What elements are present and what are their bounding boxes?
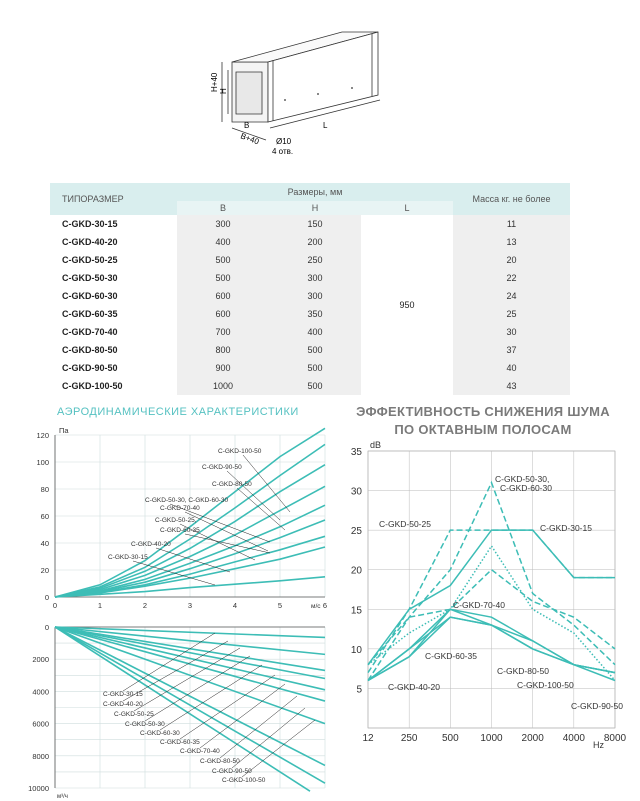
series-label: C-GKD-70-40 xyxy=(180,748,220,755)
row-name: C-GKD-50-25 xyxy=(62,255,118,265)
col-h-header: H xyxy=(269,201,361,215)
x-tick-label: 2000 xyxy=(521,733,544,744)
series-label: C-GKD-60-35 xyxy=(425,651,477,661)
series-label: C-GKD-30-15 xyxy=(103,691,143,698)
table-row xyxy=(50,215,570,233)
label-b: B xyxy=(244,121,250,130)
table-row xyxy=(50,377,570,395)
series-label: C-GKD-30-15 xyxy=(108,554,148,561)
label-hole: Ø10 xyxy=(276,137,292,146)
row-l: 950 xyxy=(361,215,453,395)
table-row xyxy=(50,305,570,323)
row-name: C-GKD-70-40 xyxy=(62,327,118,337)
series-label: C-GKD-60-35 xyxy=(160,527,200,534)
series-label: C-GKD-60-35 xyxy=(160,739,200,746)
series-label: C-GKD-40-20 xyxy=(131,541,171,548)
table-row xyxy=(50,323,570,341)
series-label: C-GKD-90-50 xyxy=(571,701,623,711)
row-mass: 13 xyxy=(453,233,570,251)
series-label: C-GKD-30-15 xyxy=(540,523,592,533)
row-mass: 22 xyxy=(453,269,570,287)
y-tick-label: 60 xyxy=(40,512,49,521)
x-tick-label: 0 xyxy=(52,601,58,610)
row-h: 500 xyxy=(269,359,361,377)
series-label: C-GKD-60-30 xyxy=(140,730,180,737)
x-tick-label: 5 xyxy=(277,601,283,610)
silencer-drawing xyxy=(0,0,640,170)
series-label: C-GKD-60-30 xyxy=(500,483,552,493)
row-h: 500 xyxy=(269,377,361,395)
label-holes: 4 отв. xyxy=(272,147,294,156)
series-label: C-GKD-50-25, xyxy=(155,517,197,524)
series-label: C-GKD-40-20 xyxy=(103,701,143,708)
row-h: 300 xyxy=(269,269,361,287)
x-tick-label: 500 xyxy=(441,733,459,744)
x-tick-label: 4 xyxy=(232,601,238,610)
col-mass-header: Масса кг. не более xyxy=(453,183,570,215)
x-axis-label: Hz xyxy=(593,740,604,750)
series-label: C-GKD-50-30 xyxy=(125,721,165,728)
series-label: C-GKD-100-50 xyxy=(218,448,262,455)
x-tick-label: 8000 xyxy=(603,733,627,744)
row-name: C-GKD-30-15 xyxy=(62,219,118,229)
row-name: C-GKD-60-30 xyxy=(62,291,118,301)
y-tick-label: 0 xyxy=(44,623,49,632)
y-tick-label: 2000 xyxy=(32,655,49,665)
x-tick-label: 1000 xyxy=(480,733,503,744)
x-tick-label: 1 xyxy=(97,601,103,610)
noise-title-line-1: ЭФФЕКТИВНОСТЬ СНИЖЕНИЯ ШУМА xyxy=(356,404,610,419)
row-h: 250 xyxy=(269,251,361,269)
y-tick-label: 40 xyxy=(40,539,49,548)
noise-chart xyxy=(335,435,640,801)
table-row xyxy=(50,341,570,359)
x-tick-label: 3 xyxy=(187,601,193,610)
row-b: 600 xyxy=(177,287,269,305)
row-h: 200 xyxy=(269,233,361,251)
row-b: 400 xyxy=(177,233,269,251)
row-b: 600 xyxy=(177,305,269,323)
label-l: L xyxy=(323,121,328,130)
table-row xyxy=(50,269,570,287)
y-tick-label: 80 xyxy=(40,485,49,494)
leader-line xyxy=(220,696,297,758)
x-tick-label: 6 xyxy=(322,601,328,610)
col-l-header: L xyxy=(361,201,453,215)
series-label: C-GKD-90-50 xyxy=(212,768,252,775)
row-h: 300 xyxy=(269,287,361,305)
series-label: C-GKD-90-50 xyxy=(202,464,242,471)
aero-title: АЭРОДИНАМИЧЕСКИЕ ХАРАКТЕРИСТИКИ xyxy=(57,406,299,418)
row-name: C-GKD-90-50 xyxy=(62,363,118,373)
y-axis-label: Па xyxy=(59,426,69,435)
y-tick-label: 25 xyxy=(350,526,362,538)
y-tick-label: 5 xyxy=(356,684,362,696)
y-tick-label: 15 xyxy=(350,605,362,617)
y-tick-label: 120 xyxy=(36,431,49,440)
table-row xyxy=(50,287,570,305)
series-label: C-GKD-100-50 xyxy=(222,777,266,784)
noise-title-line-2: ПО ОКТАВНЫМ ПОЛОСАМ xyxy=(394,422,572,437)
table-row xyxy=(50,251,570,269)
x-axis-label: м³/ч xyxy=(57,794,68,800)
row-mass: 40 xyxy=(453,359,570,377)
row-mass: 20 xyxy=(453,251,570,269)
row-b: 1000 xyxy=(177,377,269,395)
y-tick-label: 20 xyxy=(350,565,362,577)
y-tick-label: 4000 xyxy=(32,687,49,697)
series-label: C-GKD-50-25 xyxy=(379,519,431,529)
row-mass: 25 xyxy=(453,305,570,323)
row-b: 500 xyxy=(177,251,269,269)
series-label: C-GKD-50-30, C-GKD-60-30 xyxy=(145,497,229,504)
y-tick-label: 10000 xyxy=(28,784,49,793)
row-mass: 37 xyxy=(453,341,570,359)
col-b-header: B xyxy=(177,201,269,215)
y-tick-label: 100 xyxy=(36,458,49,467)
row-name: C-GKD-60-35 xyxy=(62,309,118,319)
row-h: 350 xyxy=(269,305,361,323)
x-tick-label: 2 xyxy=(142,601,148,610)
series-label: C-GKD-100-50 xyxy=(517,680,574,690)
row-mass: 43 xyxy=(453,377,570,395)
row-name: C-GKD-40-20 xyxy=(62,237,118,247)
x-tick-label: 12 xyxy=(362,733,374,744)
leader-line xyxy=(232,708,305,768)
series-label: C-GKD-40-20 xyxy=(388,682,440,692)
row-name: C-GKD-100-50 xyxy=(62,381,123,391)
col-type-header: ТИПОРАЗМЕР xyxy=(50,183,177,215)
spec-table xyxy=(50,183,570,395)
series-label: C-GKD-70-40 xyxy=(453,600,505,610)
y-tick-label: 30 xyxy=(350,486,362,498)
series-label: C-GKD-50-25 xyxy=(114,711,154,718)
y-tick-label: 0 xyxy=(44,593,49,602)
x-tick-label: 250 xyxy=(400,733,418,744)
series-label: C-GKD-70-40 xyxy=(160,505,200,512)
row-mass: 11 xyxy=(453,215,570,233)
row-name: C-GKD-80-50 xyxy=(62,345,118,355)
row-h: 150 xyxy=(269,215,361,233)
series-label: C-GKD-80-50 xyxy=(497,666,549,676)
series-label: C-GKD-80-50 xyxy=(200,758,240,765)
leader-line xyxy=(237,488,285,530)
row-name: C-GKD-50-30 xyxy=(62,273,118,283)
series-label: C-GKD-80-50 xyxy=(212,481,252,488)
row-b: 900 xyxy=(177,359,269,377)
table-row xyxy=(50,359,570,377)
table-row xyxy=(50,233,570,251)
row-mass: 30 xyxy=(453,323,570,341)
row-h: 500 xyxy=(269,341,361,359)
row-b: 800 xyxy=(177,341,269,359)
row-mass: 24 xyxy=(453,287,570,305)
leader-line xyxy=(123,633,215,691)
row-b: 500 xyxy=(177,269,269,287)
y-axis-label: dB xyxy=(370,440,382,450)
row-b: 300 xyxy=(177,215,269,233)
y-tick-label: 35 xyxy=(350,447,362,458)
x-axis-label: м/с xyxy=(311,603,321,610)
y-tick-label: 20 xyxy=(40,566,49,575)
col-dims-header: Размеры, мм xyxy=(177,183,453,201)
aero-chart xyxy=(0,420,335,801)
noise-title xyxy=(338,403,628,439)
label-b40: B+40 xyxy=(239,131,261,147)
label-h: H xyxy=(219,88,228,94)
series-label: C-GKD-50-30, xyxy=(495,474,550,484)
y-tick-label: 6000 xyxy=(32,719,49,729)
row-b: 700 xyxy=(177,323,269,341)
y-tick-label: 10 xyxy=(350,644,362,656)
x-tick-label: 4000 xyxy=(562,733,585,744)
y-tick-label: 8000 xyxy=(32,751,49,761)
row-h: 400 xyxy=(269,323,361,341)
label-h40: H+40 xyxy=(210,72,219,92)
